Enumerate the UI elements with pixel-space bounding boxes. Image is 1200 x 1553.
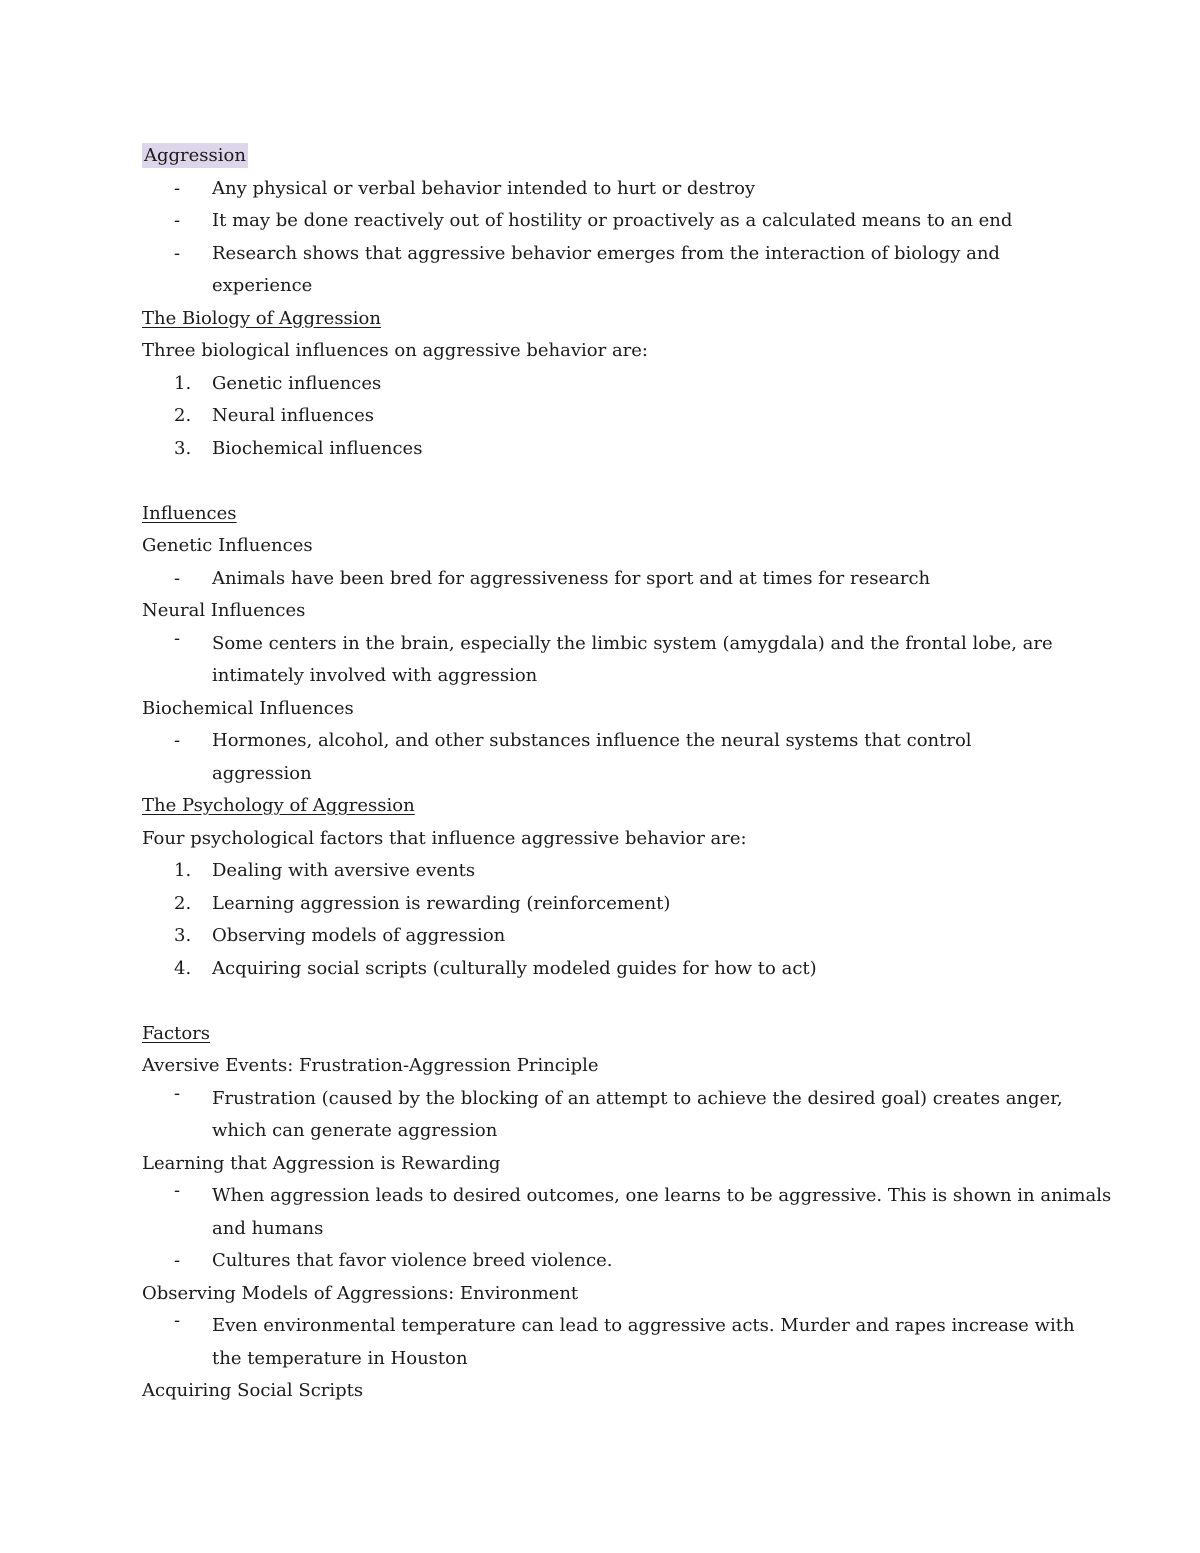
item-text: Genetic influences — [212, 372, 382, 394]
dash-marker: - — [174, 210, 181, 231]
section-heading: Factors — [142, 1022, 210, 1044]
dash-marker: - — [174, 1180, 181, 1201]
list-item — [142, 400, 1062, 433]
list-item — [142, 1180, 1112, 1245]
bullet-text: Some centers in the brain, especially the limbic system (amygdala) and the frontal lobe, are intimately involved with aggression — [212, 632, 1053, 686]
dash-marker: - — [174, 242, 181, 264]
list-item — [142, 205, 1062, 238]
list-item — [142, 433, 1062, 466]
section-aggression-title — [142, 140, 1062, 173]
subheading: Acquiring Social Scripts — [142, 1380, 364, 1401]
bullet-text: Hormones, alcohol, and other substances influence the neural systems that control aggression — [212, 730, 972, 784]
section-intro: Four psychological factors that influence aggressive behavior are: — [142, 827, 747, 849]
section-influences-heading — [142, 498, 1062, 531]
bullet-text: When aggression leads to desired outcomes, one learns to be aggressive. This is shown in animals and humans — [212, 1185, 1112, 1239]
subheading: Learning that Aggression is Rewarding — [142, 1152, 501, 1174]
subheading: Biochemical Influences — [142, 697, 354, 719]
list-item — [142, 238, 1062, 296]
number-marker: 2. — [174, 405, 192, 426]
item-text: Dealing with aversive events — [212, 860, 476, 881]
bullet-text: Even environmental temperature can lead to aggressive acts. Murder and rapes increase with the temperature in Houston — [212, 1315, 1075, 1369]
highlighted-title: Aggression — [144, 145, 246, 166]
list-item — [142, 888, 1062, 921]
list-item — [142, 173, 1062, 206]
list-item — [142, 725, 1062, 784]
list-item — [142, 953, 1062, 986]
section-heading: The Biology of Aggression — [142, 307, 381, 329]
dash-marker: - — [174, 1082, 181, 1104]
list-item — [142, 920, 1062, 953]
list-item — [142, 1310, 1092, 1375]
document-content — [142, 140, 1112, 1408]
number-marker: 1. — [174, 860, 192, 881]
section-biology-heading — [142, 303, 1062, 336]
bullet-text: Any physical or verbal behavior intended to hurt or destroy — [212, 177, 756, 199]
list-item — [142, 368, 1062, 401]
dash-marker: - — [174, 1250, 181, 1271]
bullet-text: Animals have been bred for aggressiveness for sport and at times for research — [212, 567, 931, 589]
subheading: Genetic Influences — [142, 535, 313, 556]
subheading: Neural Influences — [142, 600, 306, 621]
item-text: Observing models of aggression — [212, 925, 506, 946]
subheading: Observing Models of Aggressions: Environment — [142, 1282, 579, 1304]
item-text: Acquiring social scripts (culturally modeled guides for how to act) — [212, 957, 817, 979]
number-marker: 3. — [174, 925, 192, 946]
spacer — [142, 985, 1062, 1018]
bullet-text: Cultures that favor violence breed violence. — [212, 1250, 613, 1271]
dash-marker: - — [174, 730, 181, 751]
spacer — [142, 465, 1062, 498]
number-marker: 2. — [174, 892, 192, 914]
dash-marker: - — [174, 567, 181, 589]
dash-marker: - — [174, 177, 181, 199]
dash-marker: - — [174, 627, 181, 649]
section-intro: Three biological influences on aggressive behavior are: — [142, 340, 648, 361]
item-text: Neural influences — [212, 405, 374, 426]
number-marker: 4. — [174, 957, 192, 979]
item-text: Biochemical influences — [212, 437, 423, 459]
section-heading: Influences — [142, 502, 237, 524]
list-item — [142, 563, 1062, 596]
number-marker: 3. — [174, 437, 192, 459]
number-marker: 1. — [174, 372, 192, 394]
list-item — [142, 1083, 1122, 1148]
list-item — [142, 855, 1062, 888]
section-factors-heading — [142, 1018, 1062, 1051]
bullet-text: Research shows that aggressive behavior emerges from the interaction of biology and experience — [212, 242, 1000, 296]
item-text: Learning aggression is rewarding (reinforcement) — [212, 892, 671, 914]
bullet-text: Frustration (caused by the blocking of an attempt to achieve the desired goal) creates anger, which can generate aggression — [212, 1087, 1063, 1141]
section-heading: The Psychology of Aggression — [142, 795, 415, 816]
section-psychology-heading — [142, 790, 1062, 823]
list-item — [142, 628, 1112, 693]
subheading: Aversive Events: Frustration-Aggression Principle — [142, 1055, 599, 1076]
dash-marker: - — [174, 1310, 181, 1331]
list-item — [142, 1245, 1062, 1278]
bullet-text: It may be done reactively out of hostility or proactively as a calculated means to an end — [212, 210, 1013, 231]
